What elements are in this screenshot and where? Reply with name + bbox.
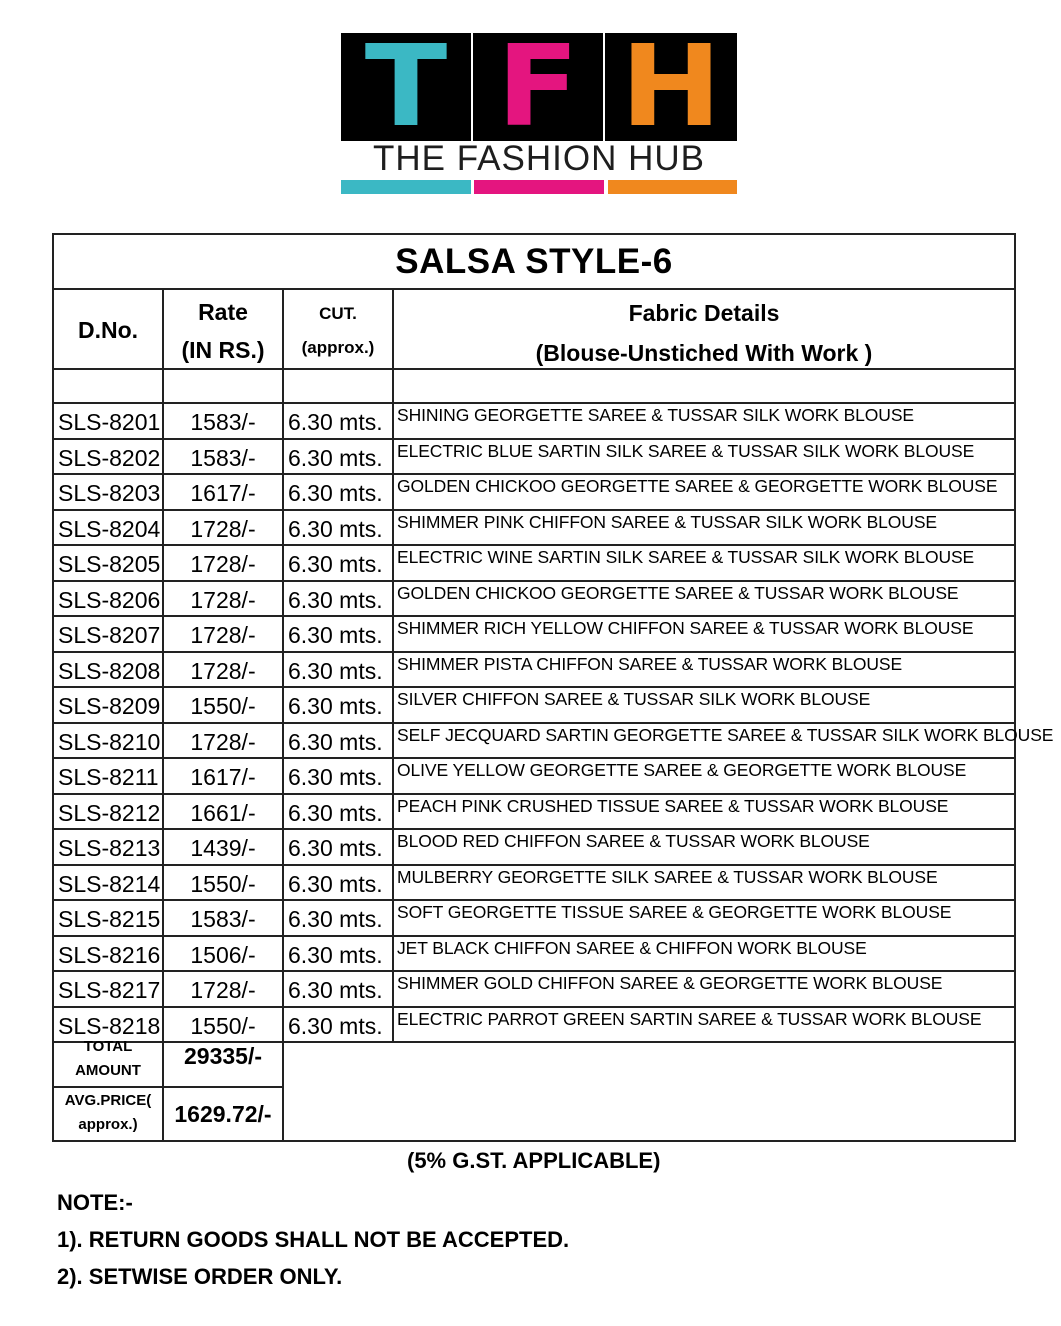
fabric-details: MULBERRY GEORGETTE SILK SAREE & TUSSAR WORK BLOUSE [397,866,938,887]
table-row [54,687,1014,723]
header-dno: D.No. [77,316,139,343]
rate-value: 1661/- [190,799,256,826]
table-row [54,794,1014,830]
grid-line [282,1042,284,1140]
cut-length: 6.30 mts. [288,409,383,435]
fabric-details: GOLDEN CHICKOO GEORGETTE SAREE & GEORGETTE WORK BLOUSE [397,476,998,496]
cut-length: 6.30 mts. [288,941,383,968]
note-item: 1). RETURN GOODS SHALL NOT BE ACCEPTED. [57,1227,570,1252]
table-row [54,865,1014,901]
rate-value: 1728/- [190,586,256,613]
total-label [54,1035,162,1085]
rate-value: 1617/- [190,480,256,506]
rate-value: 1439/- [190,835,256,861]
table-row [54,616,1014,652]
design-number: SLS-8202 [58,444,161,471]
table-row [54,1007,1014,1043]
header-fabric-line1: Fabric Details [628,300,780,326]
rate-value: 1728/- [190,977,256,1003]
fabric-details: SHIMMER PINK CHIFFON SAREE & TUSSAR SILK WORK BLOUSE [397,511,937,532]
logo-letter-f: F [496,22,580,152]
notes-heading: NOTE:- [57,1190,133,1215]
design-number: SLS-8210 [58,728,161,755]
table-row [54,545,1014,581]
rate-value: 1583/- [190,906,256,932]
rate-value: 1617/- [190,764,256,790]
table-row [54,652,1014,688]
cut-length: 6.30 mts. [288,622,383,648]
logo-letter-h: H [620,22,722,152]
brand-name: THE FASHION HUB [373,139,705,178]
fabric-details: ELECTRIC WINE SARTIN SILK SAREE & TUSSAR SILK WORK BLOUSE [397,547,975,567]
cut-length: 6.30 mts. [288,657,383,684]
cut-length: 6.30 mts. [288,480,383,506]
fabric-details: PEACH PINK CRUSHED TISSUE SAREE & TUSSAR WORK BLOUSE [397,795,949,816]
cut-length: 6.30 mts. [288,728,383,755]
header-fabric [394,293,1014,373]
rate-value: 1550/- [190,693,256,719]
logo-tile-h [605,22,737,152]
table-row [54,439,1014,475]
header-cut [284,297,392,365]
note-item: 2). SETWISE ORDER ONLY. [57,1264,343,1289]
table-row [54,936,1014,972]
cut-length: 6.30 mts. [288,906,383,932]
logo-bar-orange [608,180,737,194]
header-cut-line1: CUT. [319,304,357,323]
header-rate-line2: (IN RS.) [181,337,265,363]
header-rate [164,293,282,369]
cut-length: 6.30 mts. [288,835,383,861]
fabric-details: OLIVE YELLOW GEORGETTE SAREE & GEORGETTE WORK BLOUSE [397,760,967,780]
cut-length: 6.30 mts. [288,764,383,790]
fabric-details: SOFT GEORGETTE TISSUE SAREE & GEORGETTE WORK BLOUSE [397,902,952,922]
design-number: SLS-8216 [58,941,161,968]
table-title: SALSA STYLE-6 [54,235,1014,290]
header-cut-line2: (approx.) [301,338,375,357]
fabric-details: SELF JECQUARD SARTIN GEORGETTE SAREE & TUSSAR SILK WORK BLOUSE [397,724,1054,745]
rate-value: 1728/- [190,515,256,542]
notes-section [57,1184,569,1295]
table-row [54,581,1014,617]
design-number: SLS-8214 [58,870,161,897]
gst-note: (5% G.ST. APPLICABLE) [407,1148,661,1173]
avg-price-value: 1629.72/- [174,1101,272,1127]
rate-value: 1728/- [190,622,256,648]
fabric-details: JET BLACK CHIFFON SAREE & CHIFFON WORK BLOUSE [397,937,867,958]
avg-price-label [54,1089,162,1139]
grid-line [54,1086,284,1088]
cut-length: 6.30 mts. [288,444,383,471]
avg-label-line1: AVG.PRICE( [64,1092,152,1109]
fabric-details: SHIMMER PISTA CHIFFON SAREE & TUSSAR WORK BLOUSE [397,653,903,674]
total-amount: 29335/- [183,1043,262,1069]
table-row [54,403,1014,439]
price-list-table [52,233,1054,1142]
table-row [54,510,1014,546]
logo-tile-t [341,22,471,152]
rate-value: 1583/- [190,409,256,435]
rate-value: 1583/- [190,444,256,471]
cut-length: 6.30 mts. [288,515,383,542]
logo-tile-f [473,22,603,152]
cut-length: 6.30 mts. [288,551,383,577]
fabric-details: BLOOD RED CHIFFON SAREE & TUSSAR WORK BLOUSE [397,831,870,851]
table-row [54,723,1054,759]
table-row [54,829,1014,865]
fabric-details: GOLDEN CHICKOO GEORGETTE SAREE & TUSSAR WORK BLOUSE [397,582,959,603]
design-number: SLS-8204 [58,515,161,542]
avg-label-line2: approx.) [78,1116,138,1133]
cut-length: 6.30 mts. [288,870,383,897]
rate-value: 1550/- [190,870,256,897]
fabric-details: ELECTRIC BLUE SARTIN SILK SAREE & TUSSAR SILK WORK BLOUSE [397,440,975,461]
table-row [54,971,1014,1007]
design-number: SLS-8206 [58,586,161,613]
brand-logo [341,22,737,195]
design-number: SLS-8208 [58,657,161,684]
logo-bar-magenta [474,180,604,194]
cut-length: 6.30 mts. [288,799,383,826]
logo-bar-cyan [341,180,471,194]
total-label-line1: TOTAL [83,1038,133,1055]
fabric-details: SHIMMER GOLD CHIFFON SAREE & GEORGETTE WORK BLOUSE [397,973,943,993]
design-number: SLS-8215 [58,906,161,932]
design-number: SLS-8209 [58,693,161,719]
rate-value: 1728/- [190,551,256,577]
design-number: SLS-8211 [58,764,159,790]
rate-value: 1550/- [190,1012,256,1039]
rate-value: 1728/- [190,728,256,755]
logo-letter-t: T [364,22,448,152]
fabric-details: SHINING GEORGETTE SAREE & TUSSAR SILK WORK BLOUSE [397,405,914,425]
total-label-line2: AMOUNT [75,1062,141,1079]
cut-length: 6.30 mts. [288,977,383,1003]
cut-length: 6.30 mts. [288,586,383,613]
design-number: SLS-8201 [58,409,161,435]
grid-line [54,368,1014,370]
header-rate-line1: Rate [198,299,248,325]
table-row [54,900,1014,936]
fabric-details: ELECTRIC PARROT GREEN SARTIN SAREE & TUSSAR WORK BLOUSE [397,1008,982,1029]
design-number: SLS-8203 [58,480,161,506]
table-row [54,474,1014,510]
design-number: SLS-8213 [58,835,161,861]
cut-length: 6.30 mts. [288,1012,383,1039]
fabric-details: SHIMMER RICH YELLOW CHIFFON SAREE & TUSSAR WORK BLOUSE [397,618,974,638]
rate-value: 1506/- [190,941,256,968]
design-number: SLS-8212 [58,799,161,826]
design-number: SLS-8218 [58,1012,161,1039]
design-number: SLS-8217 [58,977,161,1003]
design-number: SLS-8207 [58,622,161,648]
rate-value: 1728/- [190,657,256,684]
fabric-details: SILVER CHIFFON SAREE & TUSSAR SILK WORK BLOUSE [397,689,871,709]
design-number: SLS-8205 [58,551,161,577]
cut-length: 6.30 mts. [288,693,383,719]
table-row [54,758,1014,794]
header-fabric-line2: (Blouse-Unstiched With Work ) [535,340,873,366]
